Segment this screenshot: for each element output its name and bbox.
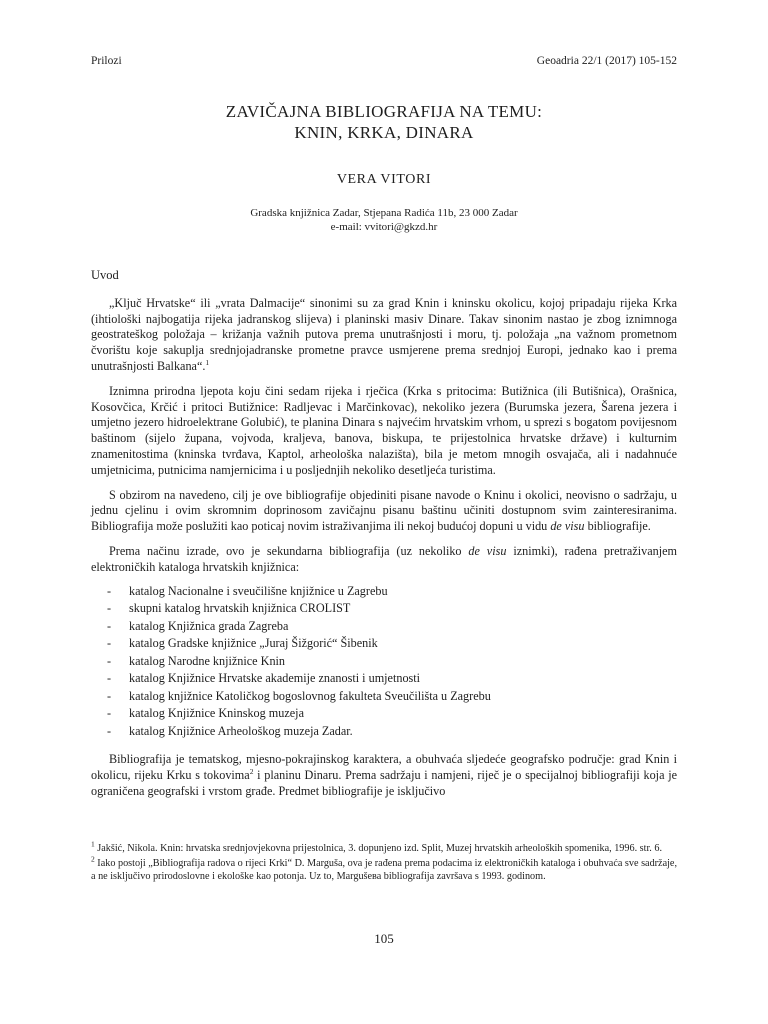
author-email: e-mail: vvitori@gkzd.hr — [330, 221, 438, 233]
footnote-ref-1[interactable]: 1 — [205, 357, 210, 367]
page-number: 105 — [374, 931, 394, 946]
paragraph-4: Prema načinu izrade, ovo je sekundarna bibliografija (uz nekoliko de visu iznimki), rađena pretraživanjem elektroničkih kataloga hrvatskih knjižnica: — [91, 543, 678, 574]
footnote-1: $^1$ Jakšić, Nikola. Knin: hrvatska srednjovjekovna prijestolnica, 3. dopunjeno izd. Split, Muzej hrvatskih arheoloških spomenika, 1996. str. 6. — [91, 839, 663, 854]
list-item: - katalog knjižnice Katoličkog bogoslovnog fakulteta Sveučilišta u Zagrebu — [107, 688, 491, 703]
list-item: - katalog Knjižnice Kninskog muzeja — [107, 706, 304, 721]
catalog-list — [107, 583, 677, 741]
running-header — [91, 55, 677, 67]
paragraph-3: S obzirom na navedeno, cilj je ove bibliografije objediniti pisane navode o Kninu i okolici, neovisno o sadržaju, u jednu cjelinu i ovim skromnim doprinosom zavičajnu pisanu baštinu učiniti dostupnom svim zainteresiranima. Bibliografija može poslužiti kao poticaj novim istraživanjima ili nekoj budućoj dopuni u vidu de visu bibliografije. — [91, 487, 677, 534]
list-item: - katalog Knjižnice Arheološkog muzeja Zadar. — [107, 723, 353, 738]
title-line-2: KNIN, KRKA, DINARA — [294, 123, 474, 142]
section-heading: Uvod — [91, 268, 119, 282]
list-item: - katalog Knjižnice Hrvatske akademije znanosti i umjetnosti — [107, 671, 421, 686]
list-item: - katalog Gradske knjižnice „Juraj Šižgorić“ Šibenik — [107, 636, 378, 651]
footnote-ref-2[interactable]: 2 — [249, 766, 254, 776]
author-name: VERA VITORI — [336, 172, 432, 187]
article-body — [91, 268, 677, 799]
author-affiliation — [91, 206, 677, 234]
list-item: - skupni katalog hrvatskih knjižnica CROLIST — [107, 601, 351, 616]
institution-address: Gradska knjižnica Zadar, Stjepana Radića 11b, 23 000 Zadar — [250, 207, 518, 219]
paper-title — [91, 101, 677, 143]
list-item: - katalog Nacionalne i sveučilišne knjižnice u Zagrebu — [107, 583, 388, 598]
section-label: Prilozi — [91, 55, 122, 67]
paragraph-1: „Ključ Hrvatske“ ili „vrata Dalmacije“ sinonimi su za grad Knin i kninsku okolicu, kojoj pripadaju rijeka Krka (ihtiološki najbogatija rijeka jadranskog slijeva) i planinski masiv Dinare. Takav sinonim nastao je zbog iznimnoga geostrateškog položaja – križanja važnih putova prema unutrašnjosti i moru, tj. položaja „na važnom prometnom čvorištu koje sakuplja srednjojadranske prometne pravce usmjerene prema srednjoj Europi, jednako kao i prema unutrašnjosti Balkana“.$^1$ — [91, 295, 677, 373]
paragraph-5: Bibliografija je tematskog, mjesno-pokrajinskog karaktera, a obuhvaća sljedeće geografsko područje: grad Knin i okolicu, rijeku Krku s tokovima$^2$ i planinu Dinaru. Prema sadržaju i namjeni, riječ je o specijalnoj bibliografiji koja je ograničena geografski i vrstom građe. Predmet bibliografije je isključivo — [91, 752, 677, 798]
list-item: - katalog Knjižnica grada Zagreba — [107, 618, 289, 633]
list-item: - katalog Narodne knjižnice Knin — [107, 653, 286, 668]
footnotes — [91, 839, 677, 886]
footnote-2: $^2$ Iako postoji „Bibliografija radova o rijeci Krki“ D. Marguša, ova je rađena prema podacima iz elektroničkih kataloga i obuhvaća sve sadržaje, a ne isključivo prirodoslovne i ekološke kao potonja. Uz to, Margušева bibliografija završava s 1993. godinom. — [91, 854, 677, 883]
title-line-1: ZAVIČAJNA BIBLIOGRAFIJA NA TEMU: — [225, 102, 543, 121]
journal-citation: Geoadria 22/1 (2017) 105-152 — [536, 55, 677, 67]
paragraph-2: Iznimna prirodna ljepota koju čini sedam rijeka i rječica (Krka s pritocima: Butižnica (ili Butišnica), Orašnica, Kosovčica, Krčić i pritoci Butižnice: Radljevac i Marčinkovac), nekoliko jezera (Burumska jezera, Šarena jezera i umjetno jezero hidroelektrane Golubić), te planina Dinara s najvećim hrvatskim vrhom, u sprezi s bogatom povijesnom baštinom (sijelo župana, vojvoda, kraljeva, banova, biskupa, te prijestolnica hrvatske države) i kulturnim znamenitostima (kninska tvrđava, Kaptol, arheološka nalazišta), bila je metom mnogih osvajača, ali i nadahnuće umjetnicima, putnicima namjernicima i u posljednjih nekoliko desetljeća turistima. — [91, 383, 677, 477]
